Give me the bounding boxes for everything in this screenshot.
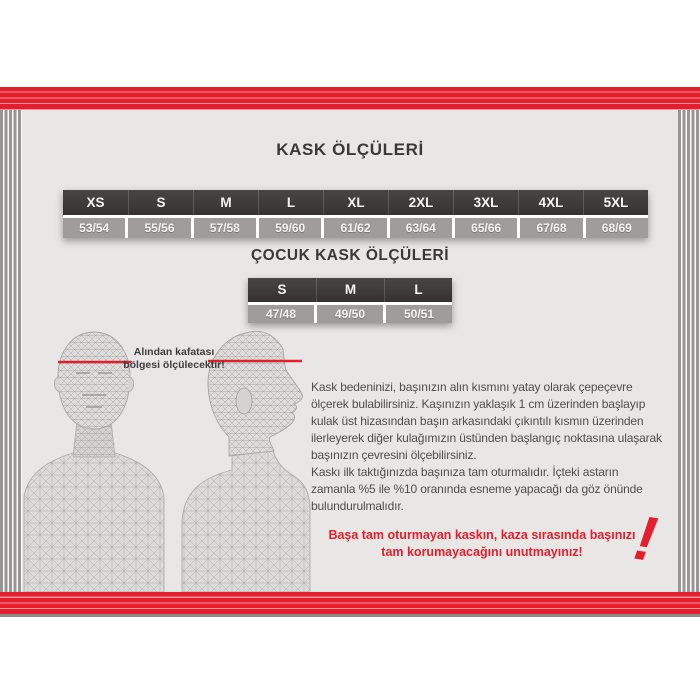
size-value-cell: 68/69 — [586, 218, 648, 238]
size-header-cell: 4XL — [518, 190, 583, 215]
child-size-header-row — [248, 278, 452, 302]
size-value-cell: 57/58 — [194, 218, 256, 238]
child-size-table — [248, 278, 452, 323]
bottom-gray-line — [0, 614, 700, 617]
left-gray-stripe-border — [0, 110, 22, 592]
instruction-paragraph-1: Kask bedeninizi, başınızın alın kısmını yatay olarak çepeçevre ölçerek bulabilirsiniz. Kaşınızın yaklaşık 1 cm üzerinden başlayıp kulak üst hizasından başın arkasındaki çıkıntılı kısmın üzerinden ilerleyerek diğer kulağımızın üstünden başlangıç noktasına ulaşarak başınızın çevresini ölçebilirsiniz. — [311, 380, 662, 462]
exclamation-mark-icon: ! — [629, 502, 662, 576]
size-value-cell: 53/54 — [63, 218, 125, 238]
size-header-cell: 3XL — [453, 190, 518, 215]
measurement-instructions — [311, 379, 665, 515]
size-value-cell: 61/62 — [324, 218, 386, 238]
size-header-cell: M — [316, 278, 384, 302]
adult-size-header-row — [63, 190, 648, 215]
size-header-cell: S — [277, 282, 287, 297]
size-value-cell: 67/68 — [520, 218, 582, 238]
bottom-red-stripe-band — [0, 592, 700, 614]
child-size-value-row — [248, 305, 452, 323]
size-header-cell: 5XL — [583, 190, 648, 215]
adult-size-value-row — [63, 218, 648, 238]
size-header-cell: L — [258, 190, 323, 215]
size-value-cell: 59/60 — [259, 218, 321, 238]
child-section-title: ÇOCUK KASK ÖLÇÜLERİ — [250, 247, 450, 264]
size-header-cell: M — [193, 190, 258, 215]
size-header-cell: 2XL — [388, 190, 453, 215]
top-red-stripe-band — [0, 87, 700, 110]
adult-size-table — [63, 190, 648, 238]
size-value-cell: 50/51 — [386, 305, 452, 323]
size-value-cell: 65/66 — [455, 218, 517, 238]
size-header-cell: L — [384, 278, 452, 302]
content-panel — [22, 110, 678, 592]
size-header-cell: XL — [323, 190, 388, 215]
size-value-cell: 47/48 — [248, 305, 314, 323]
right-gray-stripe-border — [678, 110, 700, 592]
front-view-figure — [24, 332, 164, 592]
measurement-annotation: Alından kafatası bölgesi ölçülecektir! — [123, 346, 225, 371]
size-value-cell: 55/56 — [128, 218, 190, 238]
size-value-cell: 63/64 — [390, 218, 452, 238]
instruction-paragraph-2: Kaskı ilk taktığınızda başınıza tam oturmalıdır. İçteki astarın zamanla %5 ile %10 oranında esneme yapacağı da göz önünde bulundurulmalıdır. — [311, 465, 643, 513]
size-header-cell: XS — [86, 195, 105, 210]
page-title: KASK ÖLÇÜLERİ — [276, 140, 424, 159]
size-value-cell: 49/50 — [317, 305, 383, 323]
size-header-cell: S — [128, 190, 193, 215]
fit-warning-text: Başa tam oturmayan kaskın, kaza sırasında başınızı tam korumayacağını unutmayınız! — [328, 528, 636, 559]
